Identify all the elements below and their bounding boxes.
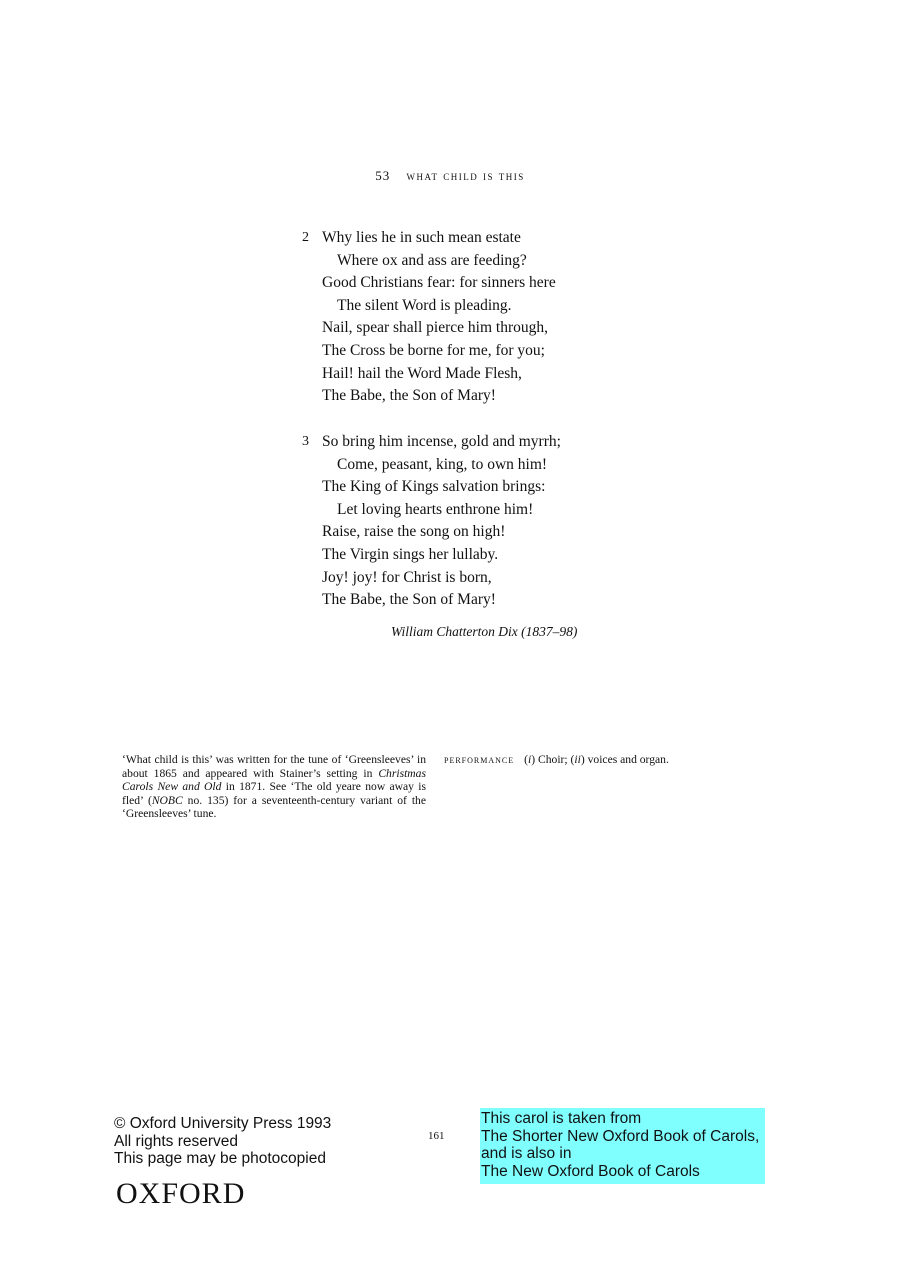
source-line: The New Oxford Book of Carols [481, 1162, 700, 1180]
author-name: William Chatterton Dix [391, 624, 518, 639]
note-text: in 1871. See ‘The old yeare now away is fled’ ( [122, 780, 426, 807]
author-years: 1837–98 [525, 624, 573, 639]
page-number: 161 [428, 1130, 445, 1142]
source-line: and is also in [481, 1145, 572, 1162]
verse-line: The Babe, the Son of Mary! [322, 387, 496, 405]
performance-text: ) voices and organ. [580, 753, 669, 766]
note-text: ‘What child is this’ was written for the tune of ‘Greensleeves’ in about 1865 and appeared with Stainer’s setting in [122, 753, 426, 780]
verse-number: 3 [302, 434, 309, 449]
verse-line: The Babe, the Son of Mary! [322, 591, 496, 609]
verse-line: Nail, spear shall pierce him through, [322, 319, 548, 337]
verse-line: Where ox and ass are feeding? [337, 251, 527, 269]
copyright-line: This page may be photocopied [114, 1150, 326, 1168]
performance-text: ) Choir; ( [531, 753, 575, 766]
verse-line: The silent Word is pleading. [337, 296, 512, 314]
verse-line: So bring him incense, gold and myrrh; [322, 433, 561, 450]
page-header [0, 168, 900, 184]
option-i: i [528, 753, 532, 766]
verse-line: Come, peasant, king, to own him! [337, 455, 548, 473]
verse-line: Let loving hearts enthrone him! [337, 500, 534, 518]
author-credit: William Chatterton Dix (1837–98) [391, 624, 578, 639]
verse-line: Joy! joy! for Christ is born, [322, 568, 492, 586]
verse-line: Why lies he in such mean estate [322, 229, 521, 246]
book-abbreviation: NOBC [151, 793, 183, 807]
performance-note: performance (i) Choir; (ii) voices and organ. [444, 753, 669, 766]
note-text: no. 135) for a seventeenth-century variant of the ‘Greensleeves’ tune. [122, 793, 426, 820]
verse-line: Good Christians fear: for sinners here [322, 274, 556, 292]
option-ii: ii [574, 753, 581, 766]
editorial-note [122, 753, 426, 821]
verse-line: Hail! hail the Word Made Flesh, [322, 364, 522, 382]
verse-2 [302, 227, 556, 408]
carol-title: what child is this [406, 168, 525, 183]
performance-label: performance [444, 753, 515, 766]
verse-line: The Cross be borne for me, for you; [322, 341, 545, 359]
carol-number: 53 [375, 168, 391, 183]
verse-number: 2 [302, 230, 309, 245]
source-box [480, 1108, 765, 1184]
source-line: The Shorter New Oxford Book of Carols, [481, 1127, 760, 1145]
copyright-notice [114, 1115, 331, 1168]
oxford-logo: OXFORD [116, 1177, 246, 1210]
source-line: This carol is taken from [481, 1110, 642, 1127]
verse-line: The King of Kings salvation brings: [322, 478, 546, 496]
copyright-line: © Oxford University Press 1993 [114, 1115, 332, 1132]
verse-line: The Virgin sings her lullaby. [322, 545, 499, 563]
copyright-line: All rights reserved [114, 1132, 239, 1150]
book-title: Christmas Carols New and Old [122, 766, 426, 793]
verse-line: Raise, raise the song on high! [322, 523, 506, 541]
verse-3 [302, 431, 561, 612]
